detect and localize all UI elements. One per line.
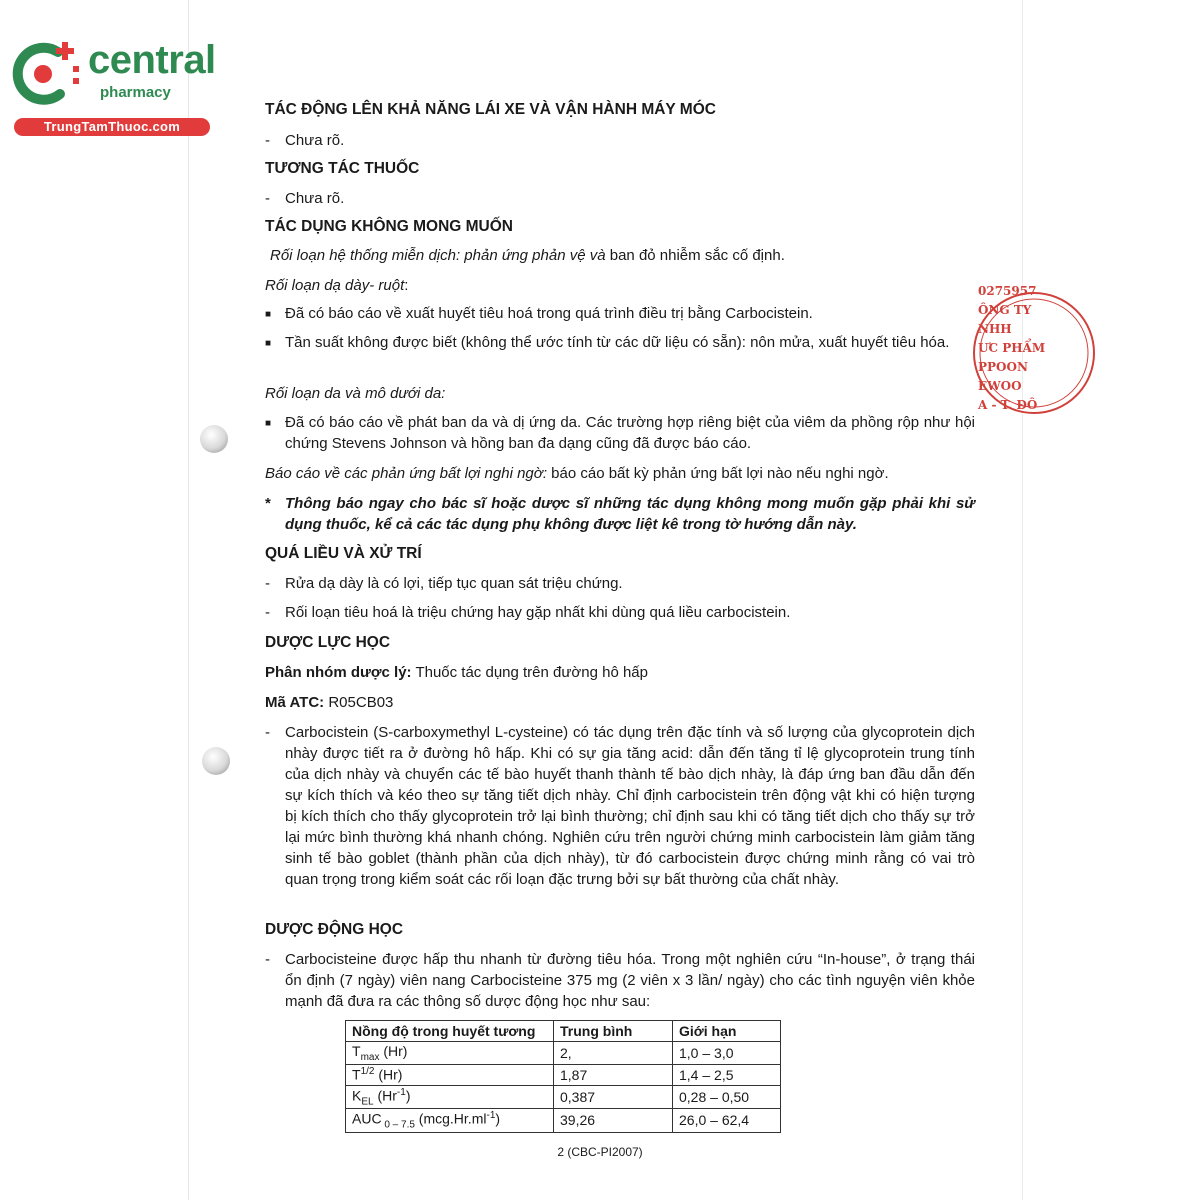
- range-cell: 1,0 – 3,0: [673, 1042, 781, 1065]
- table-header-cell: Trung bình: [554, 1021, 673, 1042]
- report-paragraph: Báo cáo về các phản ứng bất lợi nghi ngờ: báo cáo bất kỳ phản ứng bất lợi nào nếu nghi ngờ.: [265, 465, 889, 482]
- logo-banner: TrungTamThuoc.com: [14, 118, 210, 136]
- logo-mark-icon: [10, 38, 88, 110]
- list-item: - Rối loạn tiêu hoá là triệu chứng hay gặp nhất khi dùng quá liều carbocistein.: [265, 602, 975, 623]
- mean-cell: 0,387: [554, 1085, 673, 1108]
- notice-paragraph: * Thông báo ngay cho bác sĩ hoặc dược sĩ những tác dụng không mong muốn gặp phải khi sử dụng thuốc, kể cả các tác dụng phụ không được liệt kê trong tờ hướng dẫn này.: [265, 493, 975, 535]
- table-header-cell: Nồng độ trong huyết tương: [346, 1021, 554, 1042]
- stamp-text: 0275957 ÔNG TY NHH ƯC PHẨM PPOON EWOO A - T. ĐÔ: [978, 284, 1046, 412]
- company-stamp: [972, 278, 1046, 428]
- range-cell: 0,28 – 0,50: [673, 1085, 781, 1108]
- param-cell: $T^{1/2}$ (Hr): [346, 1064, 554, 1085]
- param-cell: $T_{max}$ (Hr): [346, 1042, 554, 1065]
- list-item: - Rửa dạ dày là có lợi, tiếp tục quan sát triệu chứng.: [265, 573, 975, 594]
- logo-brand: central: [88, 38, 216, 82]
- logo-sub: pharmacy: [100, 84, 171, 101]
- list-item: ■ Đã có báo cáo về phát ban da và dị ứng da. Các trường hợp riêng biệt của viêm da phồng rộp như hội chứng Stevens Johnson và hồng ban đa dạng cũng đã được báo cáo.: [265, 412, 975, 454]
- pharmacodynamics-body: - Carbocistein (S-carboxymethyl L-cysteine) có tác dụng trên đặc tính và số lượng của glycoprotein dịch nhày được tiết ra ở đường hô hấp. Khi có sự gia tăng acid: dẫn đến tăng tỉ lệ glycoprotein trung tính của dịch nhày và chuyển các tế bào huyết thanh thành tế bào dịch nhày, là đáp ứng ban đầu dẫn đến sự kích thích và kéo theo sự tăng tiết dịch nhày. Chỉ định carbocistein trên động vật khi có hiện tượng bị kích thích cho thấy glycoprotein trở lại bình thường; chỉ định sau khi có tăng tiết dịch cho thấy sự trở lại mức bình thường khá nhanh chóng. Nghiên cứu trên người chứng minh carbocistein làm giảm tăng sinh tế bào goblet (thành phần của dịch nhày), từ đó carbocistein được chứng minh rằng có vai trò quan trọng trong kiểm soát các rối loạn đặc trưng bởi sự bất thường của chất nhày.: [265, 722, 975, 890]
- table-header-cell: Giới hạn: [673, 1021, 781, 1042]
- heading-adverse: TÁC DỤNG KHÔNG MONG MUỐN: [265, 218, 513, 235]
- list-item: - Chưa rõ.: [265, 130, 975, 151]
- atc-code: Mã ATC: R05CB03: [265, 694, 394, 711]
- list-item: - Chưa rõ.: [265, 188, 975, 209]
- skin-label: Rối loạn da và mô dưới da:: [265, 385, 446, 402]
- mean-cell: 1,87: [554, 1064, 673, 1085]
- list-item: ■ Tần suất không được biết (không thể ước tính từ các dữ liệu có sẵn): nôn mửa, xuất huyết tiêu hóa.: [265, 332, 975, 353]
- heading-driving: TÁC ĐỘNG LÊN KHẢ NĂNG LÁI XE VÀ VẬN HÀNH MÁY MÓC: [265, 101, 716, 118]
- range-cell: 1,4 – 2,5: [673, 1064, 781, 1085]
- heading-interactions: TƯƠNG TÁC THUỐC: [265, 160, 420, 177]
- central-pharmacy-logo: [10, 38, 215, 138]
- punch-hole: [202, 747, 230, 775]
- table-row: [346, 1109, 781, 1132]
- gi-label: Rối loạn dạ dày- ruột:: [265, 277, 409, 294]
- pharmacokinetics-body: - Carbocisteine được hấp thu nhanh từ đường tiêu hóa. Trong một nghiên cứu “In-house”, ở trạng thái ổn định (7 ngày) viên nang Carbocisteine 375 mg (2 viên x 3 lần/ ngày) cho các tình nguyện viên khỏe mạnh đã đưa ra các thông số dược động học như sau:: [265, 949, 975, 1012]
- immune-paragraph: Rối loạn hệ thống miễn dịch: phản ứng phản vệ và ban đỏ nhiễm sắc cố định.: [270, 247, 785, 264]
- table-row: [346, 1085, 781, 1108]
- list-item: ■ Đã có báo cáo về xuất huyết tiêu hoá trong quá trình điều trị bằng Carbocistein.: [265, 303, 975, 324]
- punch-hole: [200, 425, 228, 453]
- heading-pharmacodynamics: DƯỢC LỰC HỌC: [265, 634, 391, 651]
- table-row: [346, 1042, 781, 1065]
- heading-pharmacokinetics: DƯỢC ĐỘNG HỌC: [265, 921, 404, 938]
- param-cell: $K_{EL}$ $(Hr^{-1})$: [346, 1085, 554, 1108]
- param-cell: AUC $_{0 - 7.5}$ $(mcg.Hr.ml^{-1})$: [346, 1109, 554, 1132]
- mean-cell: 39,26: [554, 1109, 673, 1132]
- table-row: [346, 1064, 781, 1085]
- range-cell: 26,0 – 62,4: [673, 1109, 781, 1132]
- heading-overdose: QUÁ LIỀU VÀ XỬ TRÍ: [265, 545, 422, 562]
- scan-edge-left: [188, 0, 189, 1200]
- table-header-row: [346, 1021, 781, 1042]
- scan-edge-right: [1022, 0, 1023, 1200]
- page-footer: 2 (CBC-PI2007): [557, 1145, 643, 1159]
- pharmacokinetics-table: [345, 1020, 781, 1133]
- mean-cell: 2,: [554, 1042, 673, 1065]
- pharmaco-group: Phân nhóm dược lý: Thuốc tác dụng trên đường hô hấp: [265, 664, 648, 681]
